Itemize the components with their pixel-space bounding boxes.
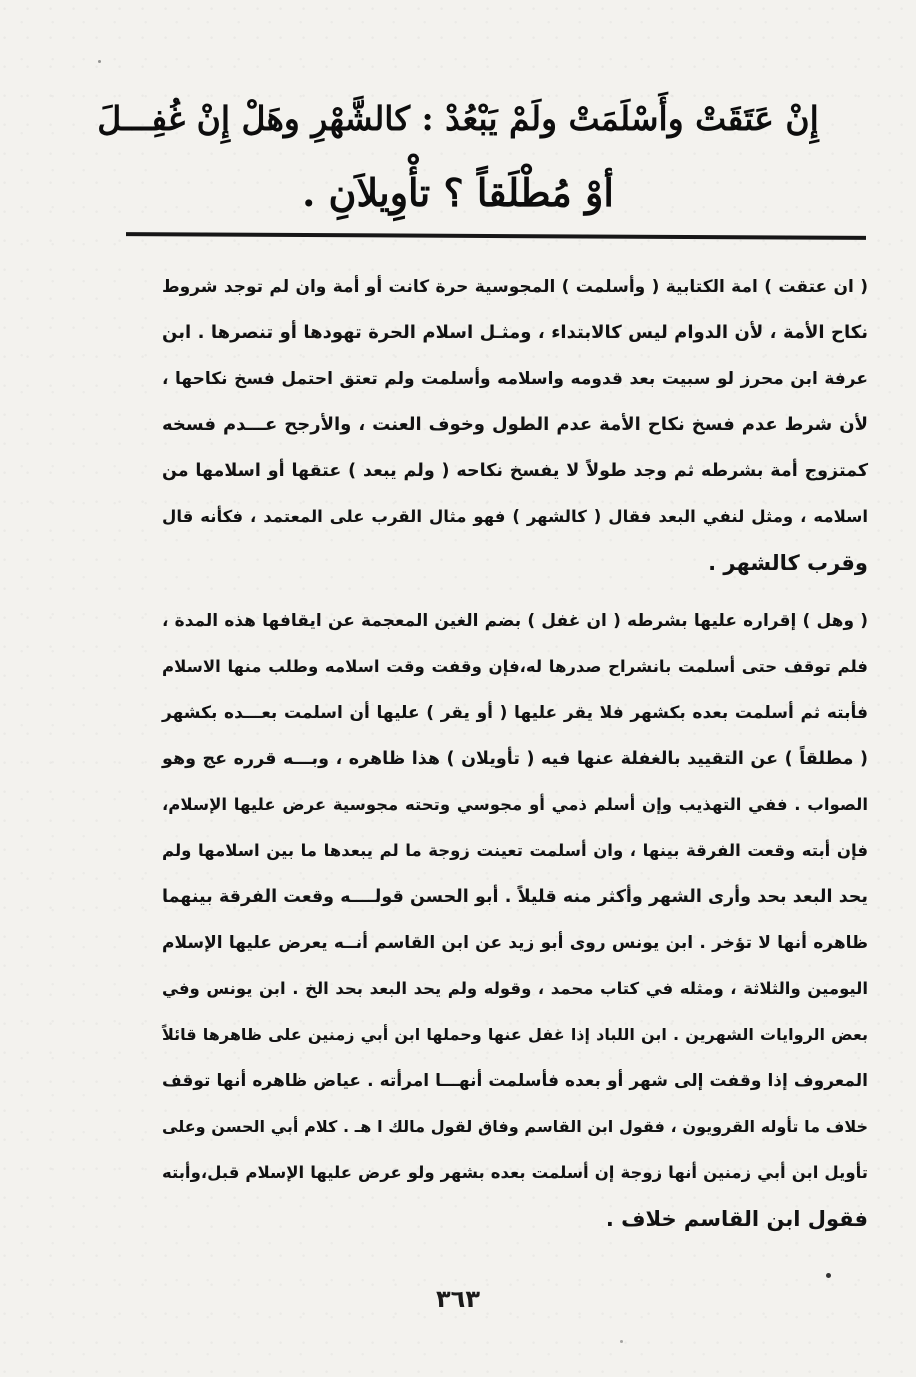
text-line: بعض الروايات الشهرين . ابن اللباد إذا غفل عنها وحملها ابن أبي زمنين على ظاهرها قائلاً <box>162 1025 868 1044</box>
text-line: ( ان عتقت ) امة الكتابية ( وأسلمت ) المجوسية حرة كانت أو أمة وان لم توجد شروط <box>162 277 868 297</box>
text-line: ( وهل ) إقراره عليها بشرطه ( ان غفل ) بضم الغين المعجمة عن ايقافها هذه المدة ، <box>162 611 868 631</box>
heading-divider-rule <box>126 232 866 240</box>
text-line: نكاح الأمة ، لأن الدوام ليس كالابتداء ، ومثـل اسلام الحرة تهودها أو تنصرها . ابن <box>162 322 868 343</box>
commentary-paragraph-2 <box>162 598 868 1242</box>
text-line: الصواب . ففي التهذيب وإن أسلم ذمي أو مجوسي وتحته مجوسية عرض عليها الإسلام، <box>162 795 868 814</box>
text-line: عرفة ابن محرز لو سبيت بعد قدومه واسلامه وأسلمت ولم تعتق احتمل فسخ نكاحها ، <box>162 369 868 389</box>
page-number: ٣٦٣ <box>436 1285 480 1313</box>
text-line: فإن أبته وقعت الفرقة بينها ، وان أسلمت تعينت زوجة ما لم يبعدها ما بين اسلامها ولم <box>162 841 868 860</box>
text-line: فقول ابن القاسم خلاف . <box>605 1207 868 1231</box>
text-line: لأن شرط عدم فسخ نكاح الأمة عدم الطول وخوف العنت ، والأرجح عـــدم فسخه <box>162 414 868 435</box>
text-line: ( مطلقاً ) عن التقييد بالغفلة عنها فيه ( تأويلان ) هذا ظاهره ، وبـــه قرره عج وهو <box>162 749 868 769</box>
text-line: المعروف إذا وقفت إلى شهر أو بعده فأسلمت أنهـــا امرأته . عياض ظاهره أنها توقف <box>162 1071 868 1091</box>
text-line: فأبته ثم أسلمت بعده بكشهر فلا يقر عليها ( أو يقر ) عليها أن اسلمت بعـــده بكشهر <box>162 703 868 723</box>
text-line: تأويل ابن أبي زمنين أنها زوجة إن أسلمت بعده بشهر ولو عرض عليها الإسلام قبل،وأبته <box>162 1163 868 1182</box>
heading-line-2: أوْ مُطْلَقاً ؟ تأْوِيلاَنِ . <box>302 170 614 215</box>
commentary-paragraph-1 <box>162 264 868 586</box>
heading-line-1: إِنْ عَتَقَتْ وأَسْلَمَتْ ولَمْ يَبْعُدْ : كالشَّهْرِ وهَلْ إِنْ غُفِـــلَ <box>97 99 819 138</box>
scan-speck <box>98 60 101 63</box>
text-line: ظاهره أنها لا تؤخر . ابن يونس روى أبو زيد عن ابن القاسم أنــه يعرض عليها الإسلام <box>162 933 868 953</box>
scan-speck <box>826 1273 831 1278</box>
text-line: كمتزوج أمة بشرطه ثم وجد طولاً لا يفسخ نكاحه ( ولم يبعد ) عتقها أو اسلامها من <box>162 461 868 481</box>
text-line: خلاف ما تأوله القرويون ، فقول ابن القاسم وفاق لقول مالك ا هـ . كلام أبي الحسن وعلى <box>162 1117 868 1136</box>
scan-speck <box>620 1340 623 1343</box>
text-line: فلم توقف حتى أسلمت بانشراح صدرها له،فإن وقفت وقت اسلامه وطلب منها الاسلام <box>162 657 868 676</box>
text-line: اسلامه ، ومثل لنفي البعد فقال ( كالشهر ) فهو مثال القرب على المعتمد ، فكأنه قال <box>162 507 868 526</box>
text-line: يحد البعد بحد وأرى الشهر وأكثر منه قليلاً . أبو الحسن قولــــه وقعت الفرقة بينهما <box>162 887 868 907</box>
text-line: اليومين والثلاثة ، ومثله في كتاب محمد ، وقوله ولم يحد البعد بحد الخ . ابن يونس وفي <box>162 979 868 998</box>
text-line: وقرب كالشهر . <box>708 551 868 575</box>
